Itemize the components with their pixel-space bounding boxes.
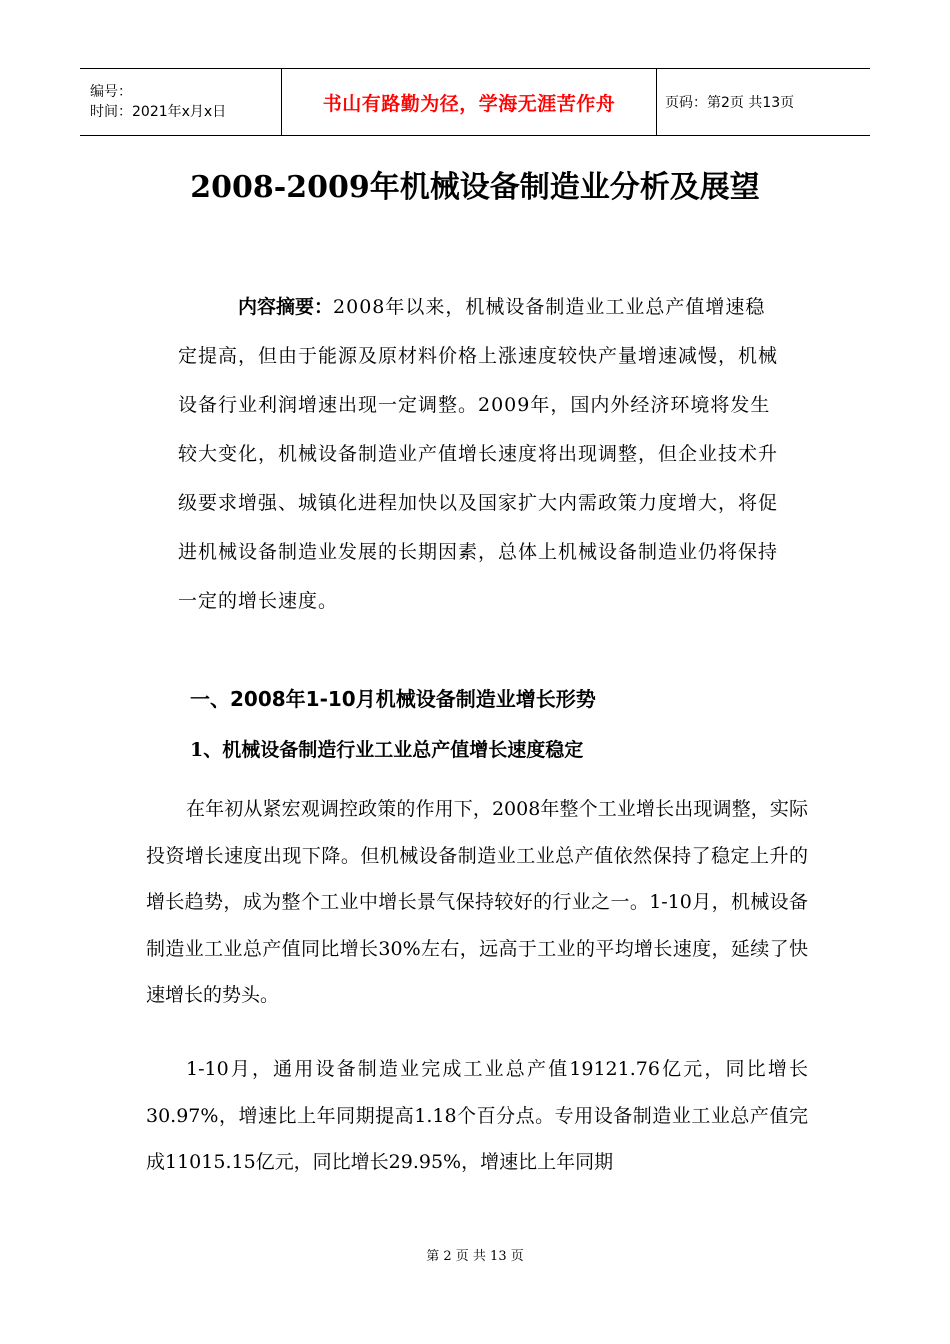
header-motto: 书山有路勤为径，学海无涯苦作舟: [282, 69, 657, 135]
section-heading: 一、2008年1-10月机械设备制造业增长形势: [190, 687, 596, 711]
body-paragraph-1: 在年初从紧宏观调控政策的作用下，2008年整个工业增长出现调整，实际投资增长速度出现下降。但机械设备制造业工业总产值依然保持了稳定上升的增长趋势，成为整个工业中增长景气保持较好的行业之一。1-10月，机械设备制造业工业总产值同比增长30%左右，远高于工业的平均增长速度，延续了快速增长的势头。: [146, 798, 808, 1006]
abstract-paragraph: [178, 283, 778, 626]
subsection-heading: 1、机械设备制造行业工业总产值增长速度稳定: [190, 739, 584, 761]
abstract-label: 内容摘要：: [238, 296, 334, 318]
document-header: [80, 68, 870, 136]
document-time-label: 时间：2021年x月x日: [90, 104, 227, 120]
document-title: 2008-2009年机械设备制造业分析及展望: [190, 170, 760, 205]
document-number-label: 编号：: [90, 84, 132, 100]
page-footer: 第 2 页 共 13 页: [426, 1249, 524, 1264]
header-page-info: 页码：第2页 共13页: [665, 95, 795, 111]
body-paragraph-2: 1-10月，通用设备制造业完成工业总产值19121.76亿元，同比增长30.97%，增速比上年同期提高1.18个百分点。专用设备制造业工业总产值完成11015.15亿元，同比增长29.95%，增速比上年同期: [146, 1058, 808, 1173]
header-meta: [80, 69, 282, 135]
abstract-text: 2008年以来，机械设备制造业工业总产值增速稳定提高，但由于能源及原材料价格上涨速度较快产量增速减慢，机械设备行业利润增速出现一定调整。2009年，国内外经济环境将发生较大变化，机械设备制造业产值增长速度将出现调整，但企业技术升级要求增强、城镇化进程加快以及国家扩大内需政策力度增大，将促进机械设备制造业发展的长期因素，总体上机械设备制造业仍将保持一定的增长速度。: [178, 296, 779, 612]
